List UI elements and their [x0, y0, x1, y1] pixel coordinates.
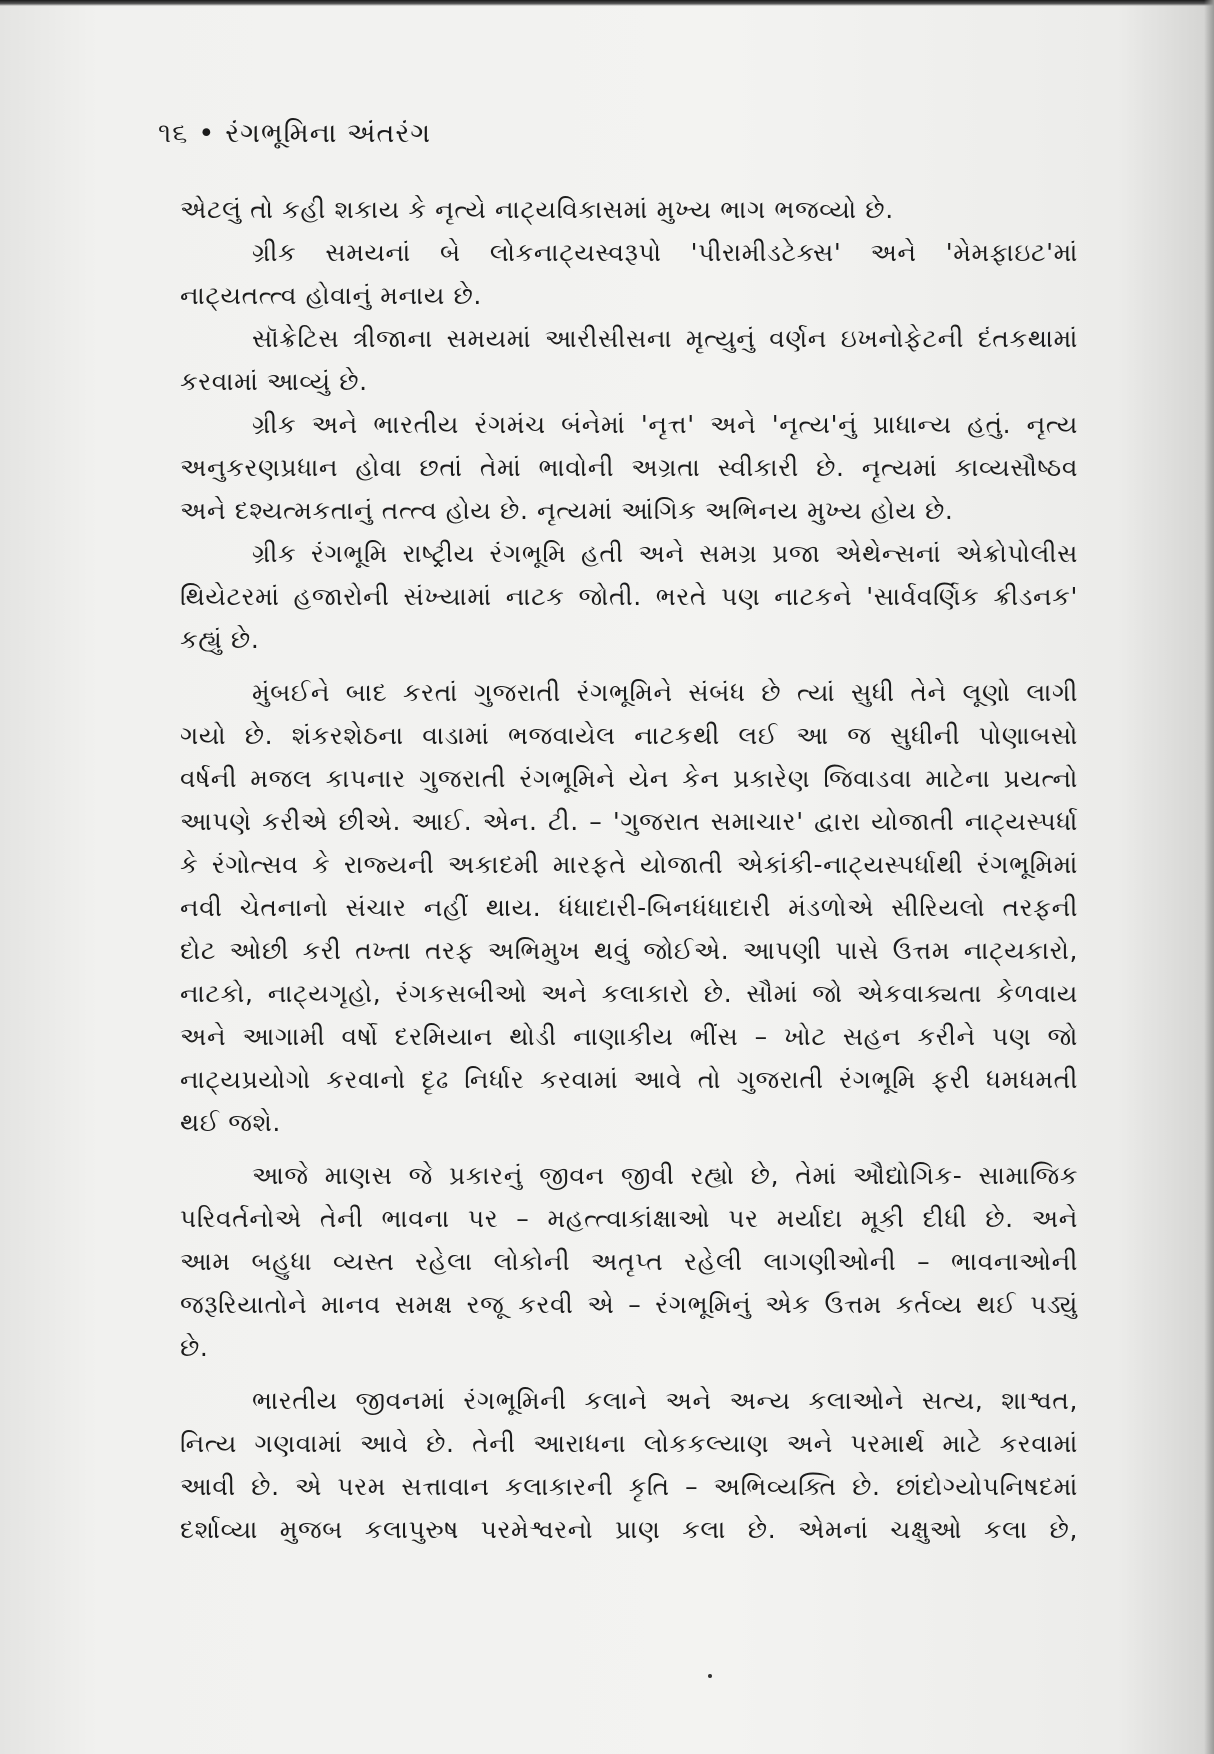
paragraph	[180, 671, 1078, 1144]
book-title: રંગભૂમિના અંતરંગ	[225, 118, 432, 149]
text-line: એટલું તો કહી શકાય કે નૃત્યે નાટ્યવિકાસમાં મુખ્ય ભાગ ભજવ્યો છે.	[180, 195, 894, 224]
paragraph	[180, 403, 1078, 532]
text-line: અને આગામી વર્ષો દરમિયાન થોડી નાણાકીય ભીંસ – ખોટ સહન કરીને પણ જો	[180, 1022, 1078, 1051]
paragraph	[180, 1379, 1078, 1551]
text-line: આપણે કરીએ છીએ. આઈ. એન. ટી. – 'ગુજરાત સમાચાર' દ્વારા યોજાતી નાટ્યસ્પર્ધા	[180, 807, 1078, 836]
body-text	[180, 188, 1078, 1551]
text-line: ગ્રીક અને ભારતીય રંગમંચ બંનેમાં 'નૃત્ત' અને 'નૃત્ય'નું પ્રાધાન્ય હતું. નૃત્ય	[252, 410, 1078, 439]
text-line: નાટ્યપ્રયોગો કરવાનો દૃઢ નિર્ધાર કરવામાં આવે તો ગુજરાતી રંગભૂમિ ફરી ધમધમતી	[180, 1065, 1078, 1094]
paragraph-gap	[180, 1144, 1078, 1154]
text-line: નાટ્યતત્ત્વ હોવાનું મનાય છે.	[180, 281, 482, 310]
text-line: કહ્યું છે.	[180, 625, 260, 654]
page-speck	[708, 1674, 712, 1678]
text-line: અને દશ્યત્મકતાનું તત્ત્વ હોય છે. નૃત્યમાં આંગિક અભિનય મુખ્ય હોય છે.	[180, 496, 954, 525]
paragraph	[180, 188, 1078, 231]
paragraph	[180, 532, 1078, 661]
text-line: આમ બહુધા વ્યસ્ત રહેલા લોકોની અતૃપ્ત રહેલી લાગણીઓની – ભાવનાઓની	[180, 1247, 1078, 1276]
running-header	[158, 118, 431, 150]
header-separator: •	[198, 118, 216, 149]
text-line: મુંબઈને બાદ કરતાં ગુજરાતી રંગભૂમિને સંબંધ છે ત્યાં સુધી તેને લૂણો લાગી	[252, 678, 1078, 707]
text-line: નવી ચેતનાનો સંચાર નહીં થાય. ધંધાદારી-બિનધંધાદારી મંડળોએ સીરિયલો તરફની	[180, 893, 1078, 922]
text-line: નાટકો, નાટ્યગૃહો, રંગકસબીઓ અને કલાકારો છે. સૌમાં જો એકવાક્યતા કેળવાય	[180, 979, 1078, 1008]
text-line: થિયેટરમાં હજારોની સંખ્યામાં નાટક જોતી. ભરતે પણ નાટકને 'સાર્વવર્ણિક ક્રીડનક'	[180, 582, 1078, 611]
paragraph	[180, 317, 1078, 403]
paragraph-gap	[180, 661, 1078, 671]
text-line: દર્શાવ્યા મુજબ કલાપુરુષ પરમેશ્વરનો પ્રાણ કલા છે. એમનાં ચક્ષુઓ કલા છે,	[180, 1515, 1078, 1544]
text-line: નિત્ય ગણવામાં આવે છે. તેની આરાધના લોકકલ્યાણ અને પરમાર્થ માટે કરવામાં	[180, 1429, 1078, 1458]
text-line: આજે માણસ જે પ્રકારનું જીવન જીવી રહ્યો છે, તેમાં ઔદ્યોગિક- સામાજિક	[252, 1161, 1078, 1190]
text-line: કરવામાં આવ્યું છે.	[180, 367, 368, 396]
page-number: ૧૬	[158, 118, 189, 149]
page-top-edge-shadow	[0, 0, 1214, 6]
paragraph	[180, 231, 1078, 317]
text-line: પરિવર્તનોએ તેની ભાવના પર – મહત્ત્વાકાંક્ષાઓ પર મર્યાદા મૂકી દીધી છે. અને	[180, 1204, 1078, 1233]
text-line: કે રંગોત્સવ કે રાજ્યની અકાદમી મારફતે યોજાતી એકાંકી-નાટ્યસ્પર્ધાથી રંગભૂમિમાં	[180, 850, 1078, 879]
text-line: થઈ જશે.	[180, 1108, 281, 1137]
text-line: વર્ષની મજલ કાપનાર ગુજરાતી રંગભૂમિને યેન કેન પ્રકારેણ જિવાડવા માટેના પ્રયત્નો	[180, 764, 1078, 793]
text-line: અનુકરણપ્રધાન હોવા છતાં તેમાં ભાવોની અગ્રતા સ્વીકારી છે. નૃત્યમાં કાવ્યસૌષ્ઠવ	[180, 453, 1078, 482]
text-line: સૉક્રેટિસ ત્રીજાના સમયમાં આરીસીસના મૃત્યુનું વર્ણન ઇખનોફેટની દંતકથામાં	[252, 324, 1078, 353]
text-line: છે.	[180, 1333, 209, 1362]
text-line: ગ્રીક સમયનાં બે લોકનાટ્યસ્વરૂપો 'પીરામીડટેક્સ' અને 'મેમફાઇટ'માં	[252, 238, 1078, 267]
page-right-edge-shadow	[1204, 0, 1214, 1754]
paragraph	[180, 1154, 1078, 1369]
text-line: જરૂરિયાતોને માનવ સમક્ષ રજૂ કરવી એ – રંગભૂમિનું એક ઉત્તમ કર્તવ્ય થઈ પડ્યું	[180, 1290, 1078, 1319]
text-line: ભારતીય જીવનમાં રંગભૂમિની કલાને અને અન્ય કલાઓને સત્ય, શાશ્વત,	[252, 1386, 1078, 1415]
text-line: ગયો છે. શંકરશેઠના વાડામાં ભજવાયેલ નાટકથી લઈ આ જ સુધીની પોણાબસો	[180, 721, 1078, 750]
text-line: ગ્રીક રંગભૂમિ રાષ્ટ્રીય રંગભૂમિ હતી અને સમગ્ર પ્રજા એથેન્સનાં એક્રોપોલીસ	[252, 539, 1078, 568]
paragraph-gap	[180, 1369, 1078, 1379]
text-line: દોટ ઓછી કરી તખ્તા તરફ અભિમુખ થવું જોઈએ. આપણી પાસે ઉત્તમ નાટ્યકારો,	[180, 936, 1078, 965]
text-line: આવી છે. એ પરમ સત્તાવાન કલાકારની કૃતિ – અભિવ્યક્તિ છે. છાંદોગ્યોપનિષદમાં	[180, 1472, 1078, 1501]
